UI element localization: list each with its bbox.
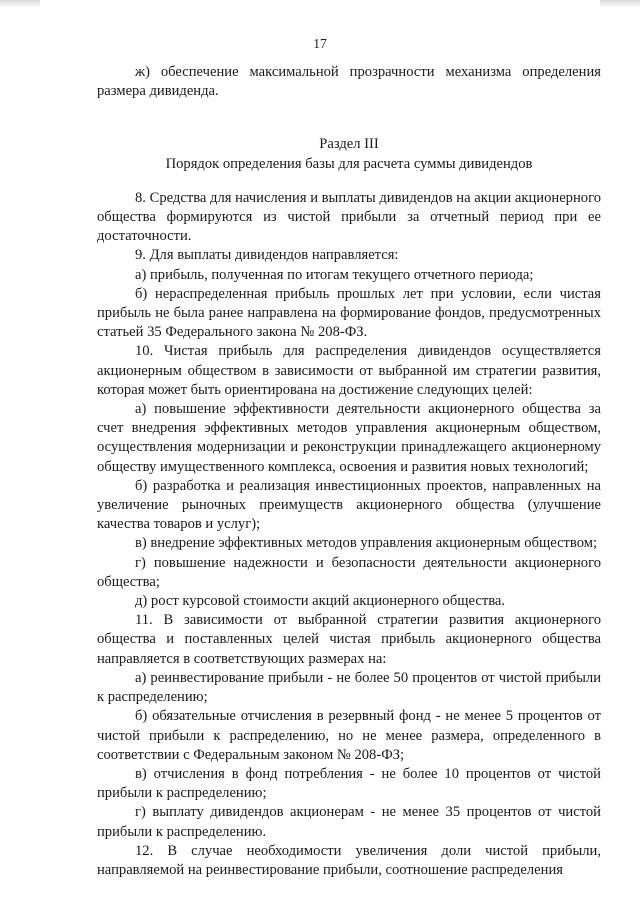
scan-edge-right <box>600 0 640 8</box>
paragraph: б) нераспределенная прибыль прошлых лет при условии, если чистая прибыль не была ранее направлена на формирование фондов, предусмотренных статьей 35 Федерального закона № 208-ФЗ. <box>97 285 601 341</box>
paragraph: б) обязательные отчисления в резервный фонд - не менее 5 процентов от чистой прибыли к распределению, но не менее размера, определенного в соответствии с Федеральным законом № 208-ФЗ; <box>97 708 601 763</box>
paragraph: в) внедрение эффективных методов управления акционерным обществом; <box>135 535 598 552</box>
paragraph: 9. Для выплаты дивидендов направляется: <box>135 247 399 264</box>
paragraph: а) прибыль, полученная по итогам текущего отчетного периода; <box>135 266 534 283</box>
document-body <box>97 63 601 880</box>
section-title: Порядок определения базы для расчета суммы дивидендов <box>165 155 533 172</box>
scan-edge-left <box>0 0 40 8</box>
paragraph: д) рост курсовой стоимости акций акционерного общества. <box>135 593 506 610</box>
section-number: Раздел III <box>319 136 379 153</box>
paragraph: 12. В случае необходимости увеличения доли чистой прибыли, направляемой на реинвестирование прибыли, соотношение распределения <box>97 842 601 878</box>
intro-paragraph: ж) обеспечение максимальной прозрачности механизма определения размера дивиденда. <box>97 64 601 100</box>
paragraph: 11. В зависимости от выбранной стратегии развития акционерного общества и поставленных целей чистая прибыль акционерного общества направляется в соответствующих размерах на: <box>97 612 601 667</box>
paragraph: 10. Чистая прибыль для распределения дивидендов осуществляется акционерным обществом в зависимости от выбранной им стратегии развития, которая может быть ориентирована на достижение следующих целей: <box>97 343 601 398</box>
paragraph: б) разработка и реализация инвестиционных проектов, направленных на увеличение рыночных преимуществ акционерного общества (улучшение качества товаров и услуг); <box>97 477 601 533</box>
paragraph: а) реинвестирование прибыли - не более 50 процентов от чистой прибыли к распределению; <box>97 669 601 706</box>
paragraph: в) отчисления в фонд потребления - не более 10 процентов от чистой прибыли к распределению; <box>97 765 601 802</box>
paragraph: 8. Средства для начисления и выплаты дивидендов на акции акционерного общества формируются из чистой прибыли за отчетный период при ее достаточности. <box>97 189 601 245</box>
paragraph: г) выплату дивидендов акционерам - не менее 35 процентов от чистой прибыли к распределению. <box>97 804 601 840</box>
paragraph: а) повышение эффективности деятельности акционерного общества за счет внедрения эффективных методов управления акционерным обществом, осуществления модернизации и реконструкции принадлежащего акционерному обществу имущественного комплекса, освоения и развития новых технологий; <box>97 401 601 475</box>
paragraph: г) повышение надежности и безопасности деятельности акционерного общества; <box>97 554 601 590</box>
page-number: 17 <box>313 36 327 51</box>
